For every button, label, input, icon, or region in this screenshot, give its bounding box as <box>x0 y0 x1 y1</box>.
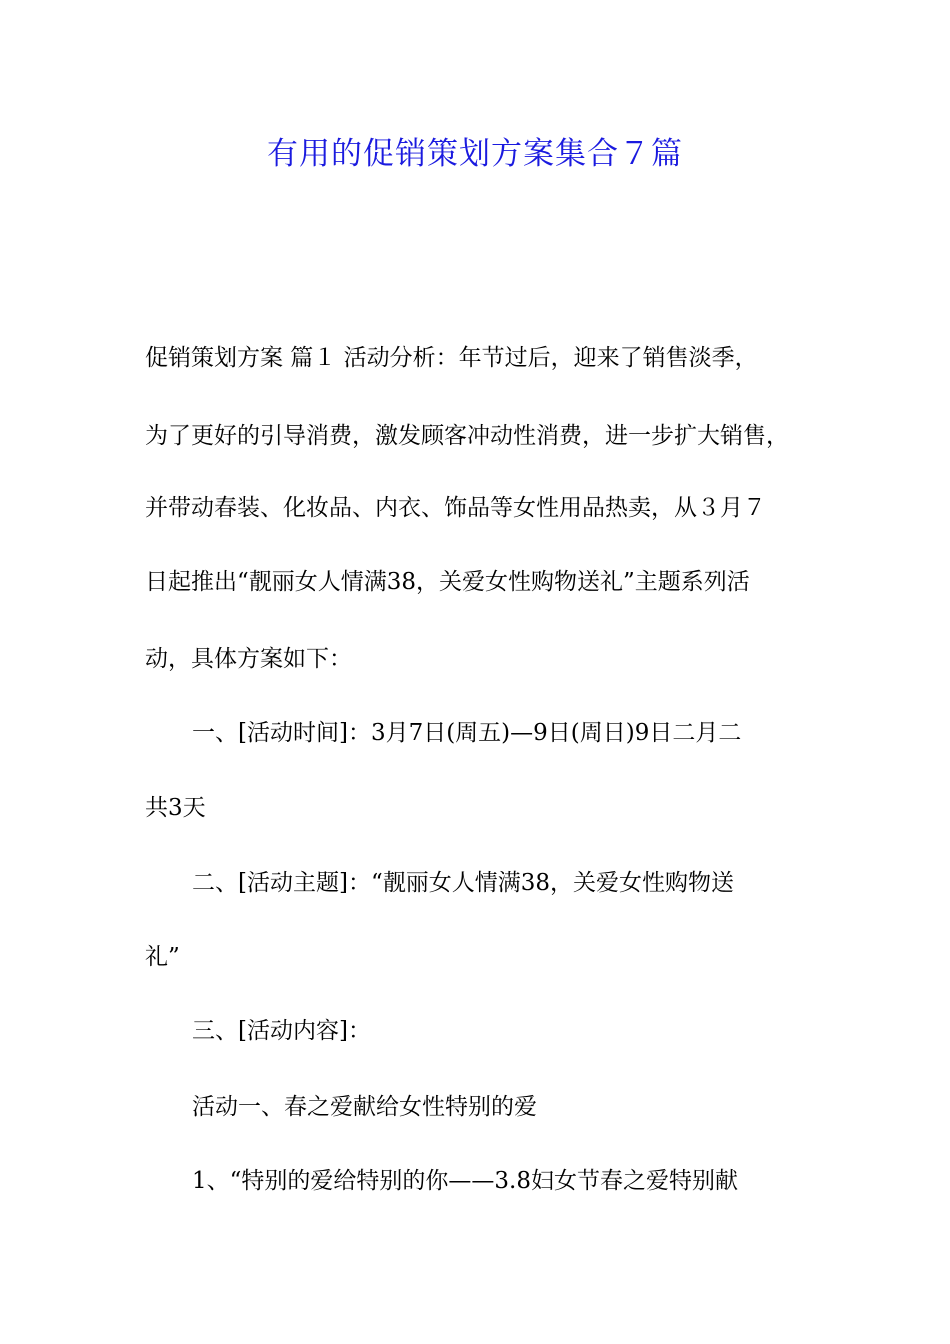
paragraph-line: 动，具体方案如下： <box>145 646 352 672</box>
section-heading-time: 一、[活动时间]：3月7日(周五)—9日(周日)9日二月二 <box>192 720 742 746</box>
paragraph-line: 为了更好的引导消费，激发顾客冲动性消费，进一步扩大销售， <box>145 423 789 449</box>
paragraph-line: 礼” <box>145 944 180 970</box>
paragraph-line: 并带动春装、化妆品、内衣、饰品等女性用品热卖，从３月７ <box>145 495 766 521</box>
paragraph-line: 促销策划方案 篇１ 活动分析：年节过后，迎来了销售淡季， <box>145 345 758 371</box>
section-heading-content: 三、[活动内容]： <box>192 1018 371 1044</box>
paragraph-line: 日起推出“靓丽女人情满38，关爱女性购物送礼”主题系列活 <box>145 569 750 595</box>
activity-item: 1、“特别的爱给特别的你——3.8妇女节春之爱特别献 <box>192 1168 738 1194</box>
paragraph-line: 共3天 <box>145 795 206 821</box>
document-title: 有用的促销策划方案集合７篇 <box>267 136 683 172</box>
activity-heading: 活动一、春之爱献给女性特别的爱 <box>192 1094 537 1120</box>
section-heading-theme: 二、[活动主题]：“靓丽女人情满38，关爱女性购物送 <box>192 870 734 896</box>
